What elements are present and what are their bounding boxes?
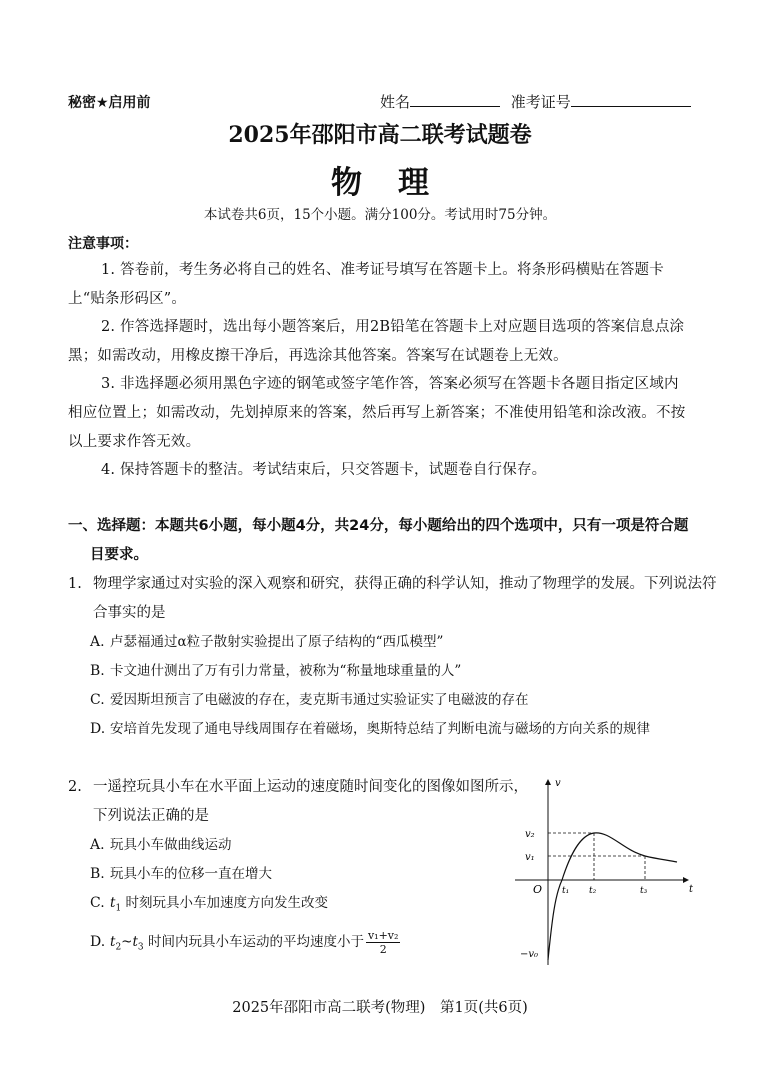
question-2-option-a	[90, 831, 490, 860]
subscript: 3	[137, 942, 144, 953]
option-label: D.	[90, 721, 106, 737]
t3-label: t₃	[640, 886, 648, 896]
v-axis-label: v	[555, 778, 561, 789]
name-blank	[410, 92, 500, 107]
v2-label: v₂	[525, 829, 535, 840]
note-item: 1. 答卷前，考生务必将自己的姓名、准考证号填写在答题卡上。将条形码横贴在答题卡上“贴条形码区”。	[68, 262, 664, 307]
time-symbol: t	[110, 934, 116, 950]
section-heading-text: 一、选择题：本题共6小题，每小题4分，共24分，每小题给出的四个选项中，只有一项是符合题目要求。	[68, 518, 689, 563]
exam-title: 2025年邵阳市高二联考试题卷	[228, 122, 532, 148]
note-item: 4. 保持答题卡的整洁。考试结束后，只交答题卡，试题卷自行保存。	[101, 462, 547, 478]
neg-v0-label: −v₀	[520, 949, 539, 960]
velocity-curve	[548, 833, 677, 960]
section-heading	[68, 512, 698, 570]
question-2-option-b	[90, 860, 490, 889]
option-text: 玩具小车的位移一直在增大	[110, 866, 272, 882]
subject-title: 物理	[331, 165, 465, 201]
velocity-time-graph	[505, 770, 700, 970]
t-axis-label: t	[689, 884, 694, 895]
time-symbol: t	[110, 895, 116, 911]
question-1-option-b	[90, 657, 695, 686]
origin-label: O	[533, 883, 543, 896]
option-text: 爱因斯坦预言了电磁波的存在，麦克斯韦通过实验证实了电磁波的存在	[110, 692, 529, 708]
page-footer: 2025年邵阳市高二联考(物理) 第1页(共6页)	[232, 1000, 528, 1016]
subscript: 1	[115, 903, 122, 914]
v1-label: v₁	[525, 852, 535, 863]
exam-info: 本试卷共6页，15个小题。满分100分。考试用时75分钟。	[203, 207, 557, 223]
exam-id-blank	[571, 92, 691, 107]
option-text: 时间内玩具小车运动的平均速度小于	[143, 934, 364, 950]
option-label: A.	[90, 634, 105, 650]
question-1-stem	[68, 570, 717, 628]
option-label: D.	[90, 934, 106, 950]
option-label: B.	[90, 663, 105, 679]
fraction-numerator: v₁+v₂	[367, 929, 399, 942]
name-label: 姓名	[380, 93, 411, 111]
option-text: 时刻玩具小车加速度方向发生改变	[121, 895, 328, 911]
t2-label: t₂	[589, 886, 597, 896]
question-2-option-c	[90, 889, 490, 924]
question-1-option-a	[90, 628, 695, 657]
option-text: 卡文迪什测出了万有引力常量，被称为“称量地球重量的人”	[110, 663, 462, 679]
question-text: 物理学家通过对实验的深入观察和研究，获得正确的科学认知，推动了物理学的发展。下列说法符合事实的是	[93, 576, 717, 621]
fraction	[366, 929, 400, 956]
option-label: B.	[90, 866, 105, 882]
question-2-stem	[68, 773, 533, 831]
candidate-info-line	[380, 91, 691, 112]
note-item: 2. 作答选择题时，选出每小题答案后，用2B铅笔在答题卡上对应题目选项的答案信息点涂黑；如需改动，用橡皮擦干净后，再选涂其他答案。答案写在试题卷上无效。	[68, 319, 685, 364]
note-item: 3. 非选择题必须用黑色字迹的钢笔或签字笔作答，答案必须写在答题卡各题目指定区域内相应位置上；如需改动，先划掉原来的答案，然后再写上新答案；不准使用铅笔和涂改液。不按以上要求作答无效。	[68, 376, 686, 450]
question-1-option-d	[90, 715, 695, 744]
option-text: 玩具小车做曲线运动	[110, 837, 232, 853]
option-text: 安培首先发现了通电导线周围存在着磁场，奥斯特总结了判断电流与磁场的方向关系的规律	[110, 721, 650, 737]
question-number: 2.	[68, 779, 82, 795]
option-label: A.	[90, 837, 105, 853]
confidential-mark: 秘密★启用前	[68, 95, 151, 111]
option-label: C.	[90, 692, 105, 708]
exam-id-label: 准考证号	[510, 93, 571, 111]
option-label: C.	[90, 895, 105, 911]
question-number: 1.	[68, 576, 82, 592]
question-1-option-c	[90, 686, 695, 715]
t1-label: t₁	[562, 886, 570, 896]
question-text: 一遥控玩具小车在水平面上运动的速度随时间变化的图像如图所示，下列说法正确的是	[93, 779, 528, 824]
question-2-option-d	[90, 928, 510, 963]
subscript: 2	[115, 942, 122, 953]
fraction-denominator: 2	[379, 943, 387, 956]
notes-heading: 注意事项：	[68, 236, 138, 252]
option-text: 卢瑟福通过α粒子散射实验提出了原子结构的“西瓜模型”	[110, 634, 444, 650]
time-symbol: ~t	[121, 934, 138, 950]
